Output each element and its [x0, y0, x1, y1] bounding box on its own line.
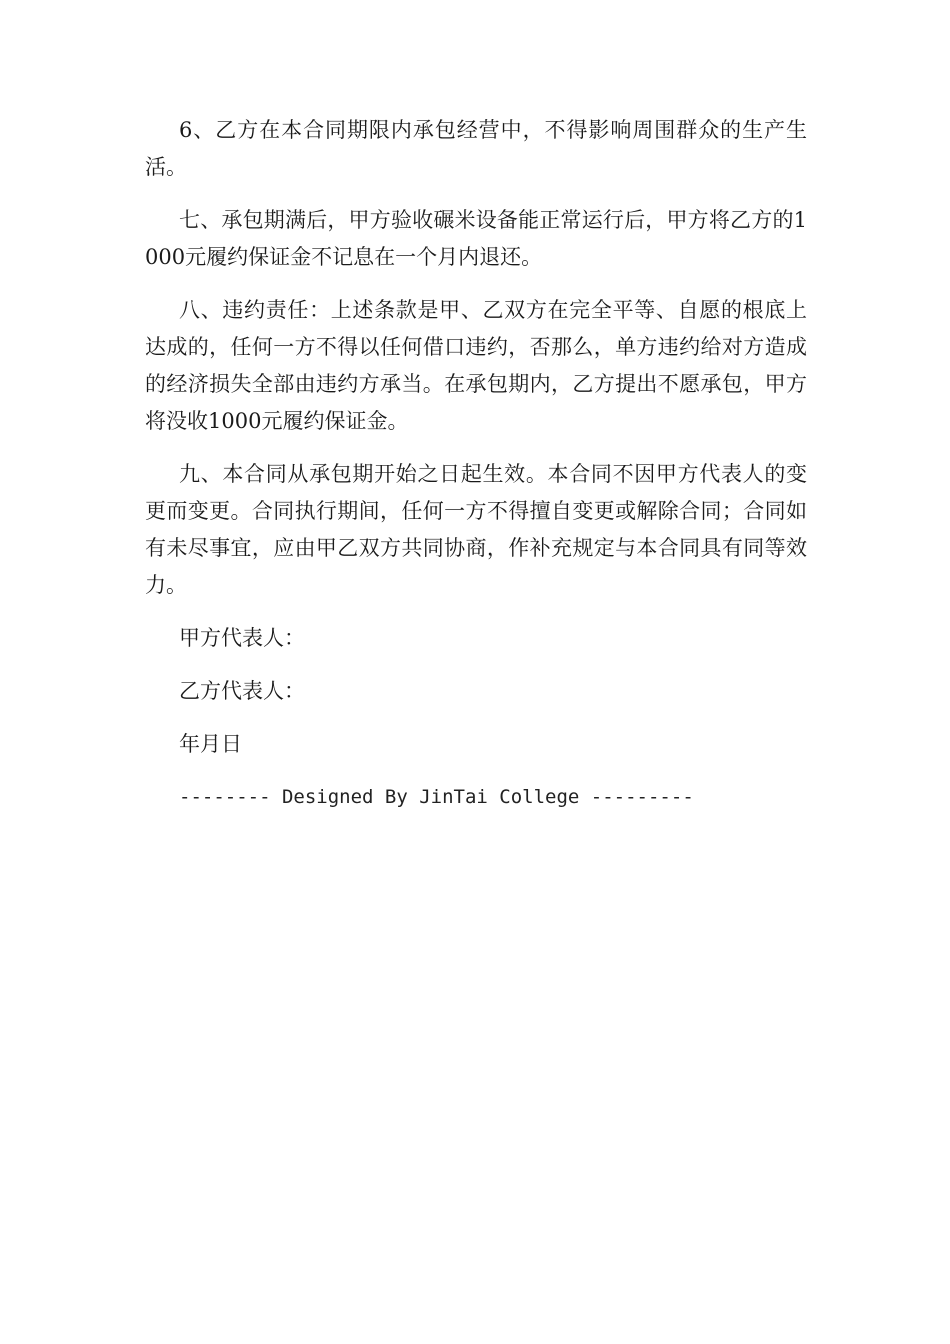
footer-credit: -------- Designed By JinTai College --------- [179, 786, 694, 808]
clause-6-paragraph: 6、乙方在本合同期限内承包经营中，不得影响周围群众的生产生活。 [145, 118, 807, 179]
date-label: 年月日 [179, 732, 242, 756]
party-a-signature-label: 甲方代表人： [179, 626, 305, 650]
party-b-signature-label: 乙方代表人： [179, 679, 305, 703]
clause-7-paragraph: 七、承包期满后，甲方验收碾米设备能正常运行后，甲方将乙方的1000元履约保证金不记息在一个月内退还。 [145, 208, 807, 269]
document-body [145, 112, 807, 816]
clause-9-paragraph: 九、本合同从承包期开始之日起生效。本合同不因甲方代表人的变更而变更。合同执行期间，任何一方不得擅自变更或解除合同；合同如有未尽事宜，应由甲乙双方共同协商，作补充规定与本合同具有同等效力。 [145, 462, 807, 597]
clause-8-paragraph: 八、违约责任：上述条款是甲、乙双方在完全平等、自愿的根底上达成的，任何一方不得以任何借口违约，否那么，单方违约给对方造成的经济损失全部由违约方承当。在承包期内，乙方提出不愿承包，甲方将没收1000元履约保证金。 [145, 298, 807, 433]
